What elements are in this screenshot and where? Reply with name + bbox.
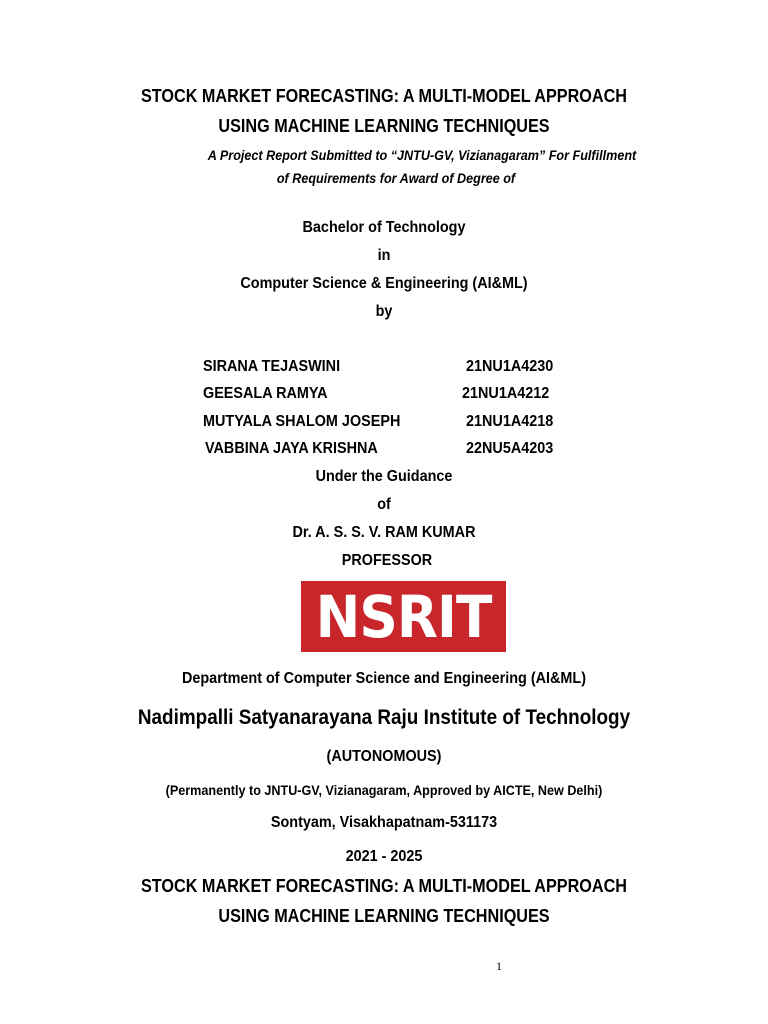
institution-status: (AUTONOMOUS) <box>326 748 442 765</box>
guide-designation: PROFESSOR <box>341 552 433 569</box>
department-name: Department of Computer Science and Engineering (AI&ML) <box>181 670 587 687</box>
degree-name: Bachelor of Technology <box>302 219 466 236</box>
guidance-of: of <box>377 496 391 513</box>
student-roll: 21NU1A4212 <box>462 385 550 402</box>
student-name: MUTYALA SHALOM JOSEPH <box>203 413 401 430</box>
institution-name: Nadimpalli Satyanarayana Raju Institute of Technology <box>137 706 631 729</box>
academic-years: 2021 - 2025 <box>345 848 423 865</box>
institution-affiliation: (Permanently to JNTU-GV, Vizianagaram, Approved by AICTE, New Delhi) <box>165 782 603 798</box>
submission-line-2: of Requirements for Award of Degree of <box>276 170 516 186</box>
report-title-line-1: STOCK MARKET FORECASTING: A MULTI-MODEL APPROACH <box>141 86 627 106</box>
degree-by: by <box>375 303 393 320</box>
submission-line-1: A Project Report Submitted to “JNTU-GV, Vizianagaram” For Fulfillment <box>207 147 637 163</box>
student-roll: 22NU5A4203 <box>466 440 554 457</box>
student-name: VABBINA JAYA KRISHNA <box>205 440 378 457</box>
footer-title-line-1: STOCK MARKET FORECASTING: A MULTI-MODEL APPROACH <box>141 876 627 896</box>
footer-title-line-2: USING MACHINE LEARNING TECHNIQUES <box>218 906 550 926</box>
degree-branch: Computer Science & Engineering (AI&ML) <box>240 275 528 292</box>
student-name: GEESALA RAMYA <box>203 385 328 402</box>
student-name: SIRANA TEJASWINI <box>203 358 341 375</box>
report-title-line-2: USING MACHINE LEARNING TECHNIQUES <box>218 116 550 136</box>
student-roll: 21NU1A4218 <box>466 413 554 430</box>
page-number: 1 <box>496 959 502 973</box>
student-roll: 21NU1A4230 <box>466 358 554 375</box>
institution-address: Sontyam, Visakhapatnam-531173 <box>270 814 498 831</box>
guidance-line: Under the Guidance <box>315 468 453 485</box>
guide-name: Dr. A. S. S. V. RAM KUMAR <box>292 524 476 541</box>
nsrit-logo <box>301 581 506 652</box>
degree-in: in <box>377 247 391 264</box>
logo-text: NSRIT <box>315 582 492 651</box>
